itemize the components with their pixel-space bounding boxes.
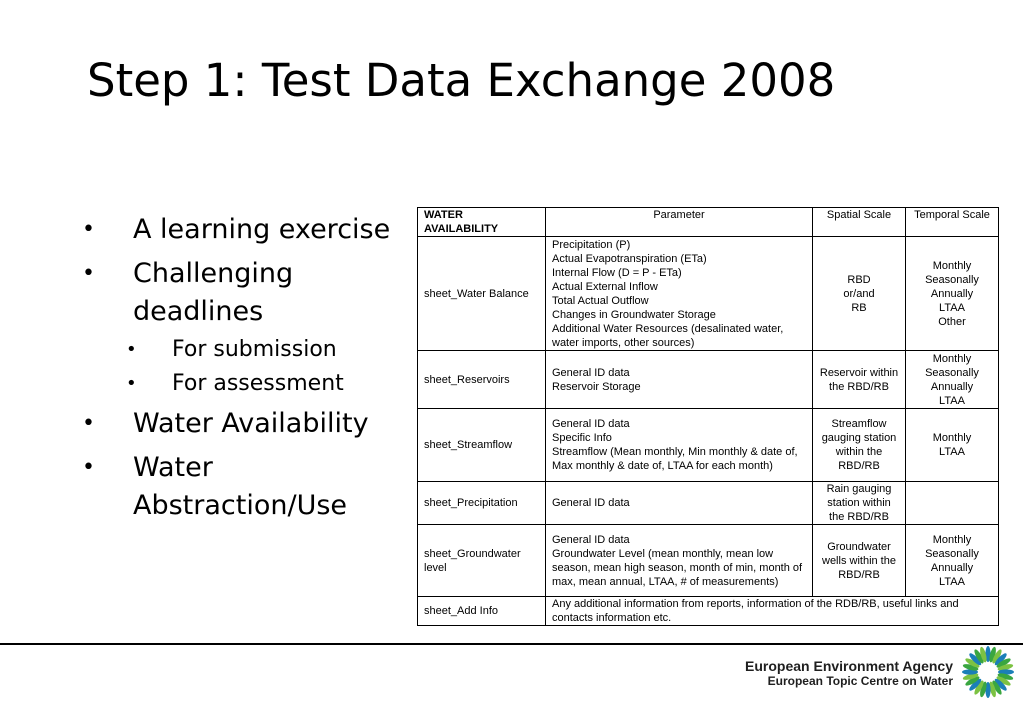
cell-line: Actual Evapotranspiration (ETa) bbox=[552, 252, 707, 265]
bullet-marker: • bbox=[82, 455, 95, 480]
table-row bbox=[418, 597, 999, 626]
cell-line: General ID data bbox=[552, 418, 630, 430]
cell-line: LTAA bbox=[939, 575, 965, 588]
bullet-text: A learning exercise bbox=[133, 214, 391, 245]
parameter-cell bbox=[546, 525, 813, 597]
cell-line: Streamflow (Mean monthly, Min monthly & date of, Max monthly & date of, LTAA for each month) bbox=[552, 446, 798, 472]
cell-line: Rain gauging station within the RBD/RB bbox=[826, 483, 892, 523]
table-body bbox=[418, 208, 999, 626]
footer-branding bbox=[745, 658, 953, 689]
cell-line: Monthly bbox=[932, 352, 972, 365]
parameter-cell bbox=[546, 482, 813, 525]
water-availability-table bbox=[417, 207, 999, 626]
table-row bbox=[418, 351, 999, 409]
cell-line: Changes in Groundwater Storage bbox=[552, 308, 716, 321]
cell-line: Annually bbox=[930, 561, 974, 574]
header-temporal-scale: Temporal Scale bbox=[906, 208, 999, 237]
bullet-item bbox=[78, 405, 408, 443]
temporal-scale-cell bbox=[906, 482, 999, 525]
cell-line: Specific Info bbox=[552, 432, 612, 444]
slide-title: Step 1: Test Data Exchange 2008 bbox=[87, 54, 836, 107]
agency-name: European Environment Agency bbox=[745, 658, 953, 674]
bullet-text: Water Availability bbox=[133, 408, 369, 439]
cell-line: General ID data bbox=[552, 497, 630, 509]
bullet-text: Challenging deadlines bbox=[133, 258, 294, 327]
eea-star-logo-icon bbox=[960, 644, 1016, 700]
cell-line: Reservoir within the RBD/RB bbox=[819, 366, 899, 393]
bullet-text: Water Abstraction/Use bbox=[133, 452, 348, 521]
cell-line: Other bbox=[938, 315, 966, 328]
bullet-item bbox=[78, 211, 408, 249]
cell-line: Monthly bbox=[932, 259, 972, 272]
table-row bbox=[418, 409, 999, 482]
bullet-marker: • bbox=[126, 339, 137, 360]
cell-line: Annually bbox=[930, 287, 974, 300]
topic-centre-name: European Topic Centre on Water bbox=[767, 674, 953, 688]
cell-line: Total Actual Outflow bbox=[552, 294, 649, 307]
cell-line: Reservoir Storage bbox=[552, 380, 641, 393]
logo-center bbox=[979, 663, 997, 681]
cell-line: General ID data bbox=[552, 533, 630, 546]
bullet-text: For assessment bbox=[172, 371, 344, 396]
table-row bbox=[418, 482, 999, 525]
bullet-marker: • bbox=[82, 217, 95, 242]
cell-line: Streamflow gauging station within the RBD/RB bbox=[821, 418, 897, 472]
spatial-scale-cell bbox=[813, 237, 906, 351]
cell-line: Actual External Inflow bbox=[552, 280, 658, 293]
cell-line: Groundwater wells within the RBD/RB bbox=[822, 540, 896, 581]
cell-line: Seasonally bbox=[925, 547, 979, 560]
sheet-name-cell: sheet_Reservoirs bbox=[418, 351, 546, 409]
cell-line: LTAA bbox=[939, 394, 965, 407]
header-parameter: Parameter bbox=[546, 208, 813, 237]
cell-line: Seasonally bbox=[925, 366, 979, 379]
cell-line: LTAA bbox=[939, 301, 965, 314]
sheet-name-cell: sheet_Streamflow bbox=[418, 409, 546, 482]
cell-line: Precipitation (P) bbox=[552, 238, 631, 251]
footer-divider bbox=[0, 643, 1023, 645]
spatial-scale-cell bbox=[813, 409, 906, 482]
cell-line: Annually bbox=[930, 380, 974, 393]
sub-bullet-item bbox=[78, 367, 408, 401]
bullet-item bbox=[78, 255, 408, 331]
sub-bullet-item bbox=[78, 333, 408, 367]
cell-line: LTAA bbox=[939, 446, 965, 458]
bullet-text: For submission bbox=[172, 337, 337, 362]
bullet-marker: • bbox=[82, 261, 95, 286]
add-info-cell: Any additional information from reports, information of the RDB/RB, useful links and contacts information etc. bbox=[546, 597, 999, 626]
cell-line: Seasonally bbox=[925, 273, 979, 286]
table-row bbox=[418, 525, 999, 597]
spatial-scale-cell bbox=[813, 482, 906, 525]
spatial-scale-cell bbox=[813, 351, 906, 409]
parameter-cell bbox=[546, 351, 813, 409]
temporal-scale-cell bbox=[906, 409, 999, 482]
bullet-item bbox=[78, 449, 408, 525]
bullet-marker: • bbox=[82, 411, 95, 436]
cell-line: Monthly bbox=[932, 533, 972, 546]
cell-line: General ID data bbox=[552, 366, 630, 379]
cell-line: RB bbox=[851, 301, 867, 314]
sheet-name-cell: sheet_Precipitation bbox=[418, 482, 546, 525]
spatial-scale-cell bbox=[813, 525, 906, 597]
cell-line: Monthly bbox=[932, 432, 972, 444]
bullet-marker: • bbox=[126, 373, 137, 394]
sheet-name-cell: sheet_Water Balance bbox=[418, 237, 546, 351]
header-water-availability: WATER AVAILABILITY bbox=[418, 208, 546, 237]
parameter-cell bbox=[546, 237, 813, 351]
sheet-name-cell: sheet_Groundwater level bbox=[418, 525, 546, 597]
parameter-cell bbox=[546, 409, 813, 482]
cell-line: Internal Flow (D = P - ETa) bbox=[552, 266, 682, 279]
temporal-scale-cell bbox=[906, 237, 999, 351]
cell-line: or/and bbox=[843, 287, 875, 300]
table-row bbox=[418, 237, 999, 351]
temporal-scale-cell bbox=[906, 351, 999, 409]
table-header-row bbox=[418, 208, 999, 237]
cell-line: Additional Water Resources (desalinated water, water imports, other sources) bbox=[552, 322, 784, 349]
header-spatial-scale: Spatial Scale bbox=[813, 208, 906, 237]
temporal-scale-cell bbox=[906, 525, 999, 597]
bullet-list bbox=[78, 211, 408, 531]
sheet-name-cell: sheet_Add Info bbox=[418, 597, 546, 626]
cell-line: Groundwater Level (mean monthly, mean low season, mean high season, month of min, month of max, mean annual, LTAA, # of measurements) bbox=[552, 547, 803, 588]
cell-line: RBD bbox=[847, 273, 871, 286]
